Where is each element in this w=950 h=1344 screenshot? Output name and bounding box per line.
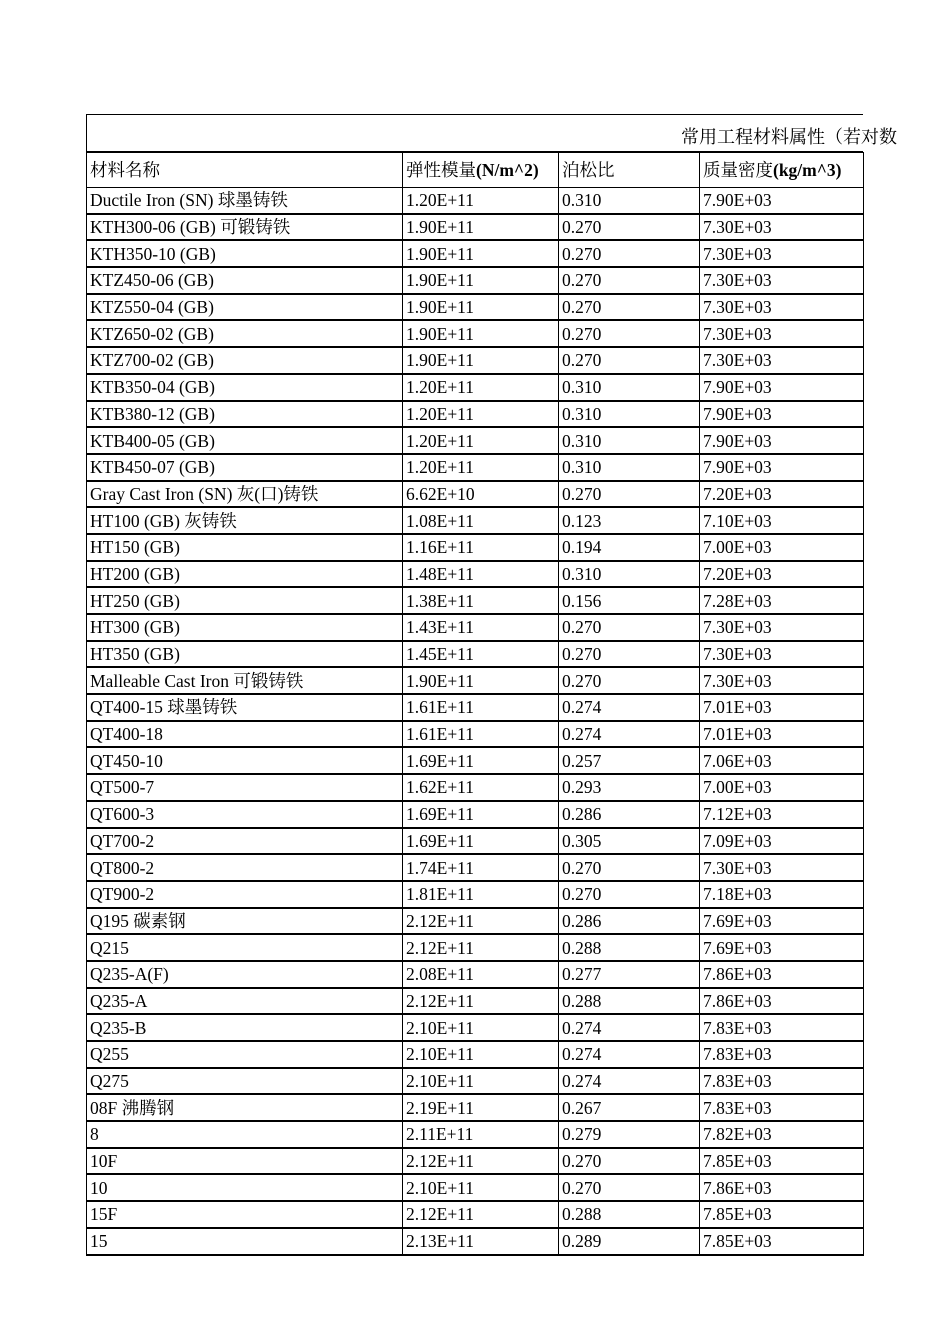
elastic-modulus-cell: 2.12E+11: [403, 988, 559, 1015]
poisson-ratio-cell: 0.289: [559, 1228, 700, 1255]
mass-density-cell: 7.30E+03: [700, 641, 864, 668]
poisson-ratio-cell: 0.156: [559, 587, 700, 614]
poisson-ratio-cell: 0.310: [559, 188, 700, 214]
material-name-cell: KTH300-06 (GB) 可锻铸铁: [87, 214, 403, 241]
mass-density-cell: 7.83E+03: [700, 1068, 864, 1095]
mass-density-cell: 7.90E+03: [700, 188, 864, 214]
mass-density-cell: 7.83E+03: [700, 1094, 864, 1121]
table-row: [87, 908, 864, 935]
table-row: [87, 1041, 864, 1068]
mass-density-cell: 7.86E+03: [700, 988, 864, 1015]
mass-density-cell: 7.90E+03: [700, 427, 864, 454]
elastic-modulus-cell: 2.13E+11: [403, 1228, 559, 1255]
header-row: [87, 153, 864, 188]
elastic-modulus-cell: 1.16E+11: [403, 534, 559, 561]
material-properties-sheet: [86, 114, 897, 1256]
material-name-cell: Ductile Iron (SN) 球墨铸铁: [87, 188, 403, 214]
elastic-modulus-cell: 1.38E+11: [403, 587, 559, 614]
poisson-ratio-cell: 0.310: [559, 427, 700, 454]
material-name-cell: KTZ450-06 (GB): [87, 267, 403, 294]
table-row: [87, 1014, 864, 1041]
table-row: [87, 454, 864, 481]
table-row: [87, 374, 864, 401]
elastic-modulus-cell: 1.48E+11: [403, 561, 559, 588]
poisson-ratio-cell: 0.270: [559, 240, 700, 267]
table-row: [87, 267, 864, 294]
table-row: [87, 881, 864, 908]
mass-density-cell: 7.20E+03: [700, 561, 864, 588]
material-name-cell: 10: [87, 1174, 403, 1201]
material-name-cell: QT600-3: [87, 801, 403, 828]
material-name-cell: KTB350-04 (GB): [87, 374, 403, 401]
poisson-ratio-cell: 0.270: [559, 1174, 700, 1201]
mass-density-cell: 7.69E+03: [700, 934, 864, 961]
poisson-ratio-cell: 0.270: [559, 614, 700, 641]
mass-density-cell: 7.85E+03: [700, 1228, 864, 1255]
elastic-modulus-cell: 1.69E+11: [403, 801, 559, 828]
poisson-ratio-cell: 0.274: [559, 721, 700, 748]
mass-density-cell: 7.85E+03: [700, 1201, 864, 1228]
table-row: [87, 988, 864, 1015]
material-name-cell: QT500-7: [87, 774, 403, 801]
table-row: [87, 481, 864, 508]
poisson-ratio-cell: 0.288: [559, 934, 700, 961]
elastic-modulus-cell: 2.12E+11: [403, 934, 559, 961]
header-elastic-modulus: 弹性模量(N/m^2): [403, 153, 559, 188]
table-row: [87, 747, 864, 774]
material-name-cell: Q215: [87, 934, 403, 961]
material-name-cell: HT200 (GB): [87, 561, 403, 588]
material-name-cell: Q235-A(F): [87, 961, 403, 988]
mass-density-cell: 7.82E+03: [700, 1121, 864, 1148]
mass-density-cell: 7.83E+03: [700, 1014, 864, 1041]
elastic-modulus-cell: 1.90E+11: [403, 240, 559, 267]
material-name-cell: QT450-10: [87, 747, 403, 774]
header-mass-density: 质量密度(kg/m^3): [700, 153, 864, 188]
elastic-modulus-cell: 1.20E+11: [403, 454, 559, 481]
elastic-modulus-cell: 1.90E+11: [403, 320, 559, 347]
material-name-cell: 10F: [87, 1148, 403, 1175]
poisson-ratio-cell: 0.293: [559, 774, 700, 801]
mass-density-cell: 7.86E+03: [700, 961, 864, 988]
table-row: [87, 320, 864, 347]
poisson-ratio-cell: 0.270: [559, 1148, 700, 1175]
mass-density-cell: 7.06E+03: [700, 747, 864, 774]
elastic-modulus-cell: 1.61E+11: [403, 694, 559, 721]
elastic-modulus-cell: 2.12E+11: [403, 1201, 559, 1228]
poisson-ratio-cell: 0.310: [559, 561, 700, 588]
material-name-cell: Q275: [87, 1068, 403, 1095]
table-row: [87, 854, 864, 881]
table-row: [87, 1174, 864, 1201]
table-row: [87, 1121, 864, 1148]
elastic-modulus-cell: 1.90E+11: [403, 214, 559, 241]
poisson-ratio-cell: 0.310: [559, 374, 700, 401]
table-row: [87, 1068, 864, 1095]
material-name-cell: KTZ700-02 (GB): [87, 347, 403, 374]
table-row: [87, 1201, 864, 1228]
mass-density-cell: 7.28E+03: [700, 587, 864, 614]
table-row: [87, 934, 864, 961]
material-name-cell: 15F: [87, 1201, 403, 1228]
material-name-cell: QT400-18: [87, 721, 403, 748]
elastic-modulus-cell: 1.90E+11: [403, 347, 559, 374]
material-name-cell: 08F 沸腾钢: [87, 1094, 403, 1121]
elastic-modulus-cell: 1.69E+11: [403, 828, 559, 855]
table-row: [87, 427, 864, 454]
material-name-cell: QT400-15 球墨铸铁: [87, 694, 403, 721]
material-name-cell: KTB400-05 (GB): [87, 427, 403, 454]
material-name-cell: KTZ550-04 (GB): [87, 294, 403, 321]
mass-density-cell: 7.30E+03: [700, 294, 864, 321]
material-name-cell: HT250 (GB): [87, 587, 403, 614]
elastic-modulus-cell: 1.45E+11: [403, 641, 559, 668]
elastic-modulus-cell: 1.74E+11: [403, 854, 559, 881]
table-row: [87, 721, 864, 748]
table-row: [87, 507, 864, 534]
table-row: [87, 667, 864, 694]
poisson-ratio-cell: 0.305: [559, 828, 700, 855]
table-row: [87, 240, 864, 267]
poisson-ratio-cell: 0.286: [559, 801, 700, 828]
material-name-cell: QT700-2: [87, 828, 403, 855]
mass-density-cell: 7.83E+03: [700, 1041, 864, 1068]
elastic-modulus-cell: 1.62E+11: [403, 774, 559, 801]
elastic-modulus-cell: 6.62E+10: [403, 481, 559, 508]
poisson-ratio-cell: 0.257: [559, 747, 700, 774]
mass-density-cell: 7.30E+03: [700, 240, 864, 267]
table-row: [87, 347, 864, 374]
mass-density-cell: 7.90E+03: [700, 401, 864, 428]
title-row: [86, 114, 897, 152]
mass-density-cell: 7.12E+03: [700, 801, 864, 828]
poisson-ratio-cell: 0.288: [559, 988, 700, 1015]
elastic-modulus-cell: 1.20E+11: [403, 188, 559, 214]
elastic-modulus-cell: 2.10E+11: [403, 1068, 559, 1095]
table-row: [87, 774, 864, 801]
elastic-modulus-cell: 2.10E+11: [403, 1174, 559, 1201]
table-row: [87, 641, 864, 668]
table-row: [87, 587, 864, 614]
poisson-ratio-cell: 0.288: [559, 1201, 700, 1228]
table-row: [87, 188, 864, 214]
material-name-cell: QT900-2: [87, 881, 403, 908]
material-name-cell: 8: [87, 1121, 403, 1148]
poisson-ratio-cell: 0.274: [559, 1041, 700, 1068]
mass-density-cell: 7.69E+03: [700, 908, 864, 935]
elastic-modulus-cell: 1.61E+11: [403, 721, 559, 748]
elastic-modulus-cell: 1.90E+11: [403, 267, 559, 294]
material-name-cell: Gray Cast Iron (SN) 灰(口)铸铁: [87, 481, 403, 508]
elastic-modulus-cell: 2.08E+11: [403, 961, 559, 988]
mass-density-cell: 7.30E+03: [700, 667, 864, 694]
table-row: [87, 961, 864, 988]
poisson-ratio-cell: 0.270: [559, 294, 700, 321]
poisson-ratio-cell: 0.270: [559, 854, 700, 881]
mass-density-cell: 7.20E+03: [700, 481, 864, 508]
mass-density-cell: 7.09E+03: [700, 828, 864, 855]
mass-density-cell: 7.90E+03: [700, 374, 864, 401]
elastic-modulus-cell: 2.12E+11: [403, 1148, 559, 1175]
poisson-ratio-cell: 0.274: [559, 1068, 700, 1095]
material-name-cell: HT350 (GB): [87, 641, 403, 668]
mass-density-cell: 7.30E+03: [700, 854, 864, 881]
poisson-ratio-cell: 0.310: [559, 401, 700, 428]
elastic-modulus-cell: 2.10E+11: [403, 1014, 559, 1041]
mass-density-cell: 7.01E+03: [700, 694, 864, 721]
material-name-cell: Q195 碳素钢: [87, 908, 403, 935]
elastic-modulus-cell: 2.12E+11: [403, 908, 559, 935]
poisson-ratio-cell: 0.277: [559, 961, 700, 988]
mass-density-cell: 7.18E+03: [700, 881, 864, 908]
elastic-modulus-cell: 2.11E+11: [403, 1121, 559, 1148]
elastic-modulus-cell: 1.20E+11: [403, 374, 559, 401]
header-poisson-ratio: 泊松比: [559, 153, 700, 188]
material-name-cell: KTB450-07 (GB): [87, 454, 403, 481]
material-name-cell: 15: [87, 1228, 403, 1255]
poisson-ratio-cell: 0.270: [559, 320, 700, 347]
materials-table: [86, 152, 864, 1256]
table-row: [87, 1094, 864, 1121]
table-row: [87, 694, 864, 721]
mass-density-cell: 7.30E+03: [700, 347, 864, 374]
mass-density-cell: 7.10E+03: [700, 507, 864, 534]
poisson-ratio-cell: 0.270: [559, 881, 700, 908]
poisson-ratio-cell: 0.286: [559, 908, 700, 935]
material-name-cell: Q235-B: [87, 1014, 403, 1041]
poisson-ratio-cell: 0.270: [559, 667, 700, 694]
mass-density-cell: 7.00E+03: [700, 774, 864, 801]
elastic-modulus-cell: 1.90E+11: [403, 667, 559, 694]
poisson-ratio-cell: 0.270: [559, 481, 700, 508]
material-name-cell: HT100 (GB) 灰铸铁: [87, 507, 403, 534]
poisson-ratio-cell: 0.279: [559, 1121, 700, 1148]
table-row: [87, 561, 864, 588]
poisson-ratio-cell: 0.123: [559, 507, 700, 534]
elastic-modulus-cell: 1.43E+11: [403, 614, 559, 641]
material-name-cell: KTH350-10 (GB): [87, 240, 403, 267]
elastic-modulus-cell: 1.90E+11: [403, 294, 559, 321]
mass-density-cell: 7.30E+03: [700, 267, 864, 294]
poisson-ratio-cell: 0.270: [559, 641, 700, 668]
material-name-cell: KTB380-12 (GB): [87, 401, 403, 428]
material-name-cell: HT300 (GB): [87, 614, 403, 641]
mass-density-cell: 7.30E+03: [700, 214, 864, 241]
table-row: [87, 614, 864, 641]
poisson-ratio-cell: 0.274: [559, 1014, 700, 1041]
mass-density-cell: 7.01E+03: [700, 721, 864, 748]
poisson-ratio-cell: 0.274: [559, 694, 700, 721]
poisson-ratio-cell: 0.267: [559, 1094, 700, 1121]
sheet-title: 常用工程材料属性（若对数: [681, 127, 897, 147]
mass-density-cell: 7.86E+03: [700, 1174, 864, 1201]
table-row: [87, 534, 864, 561]
table-body: [87, 188, 864, 1255]
mass-density-cell: 7.30E+03: [700, 320, 864, 347]
poisson-ratio-cell: 0.194: [559, 534, 700, 561]
mass-density-cell: 7.90E+03: [700, 454, 864, 481]
header-material-name: 材料名称: [87, 153, 403, 188]
table-row: [87, 828, 864, 855]
mass-density-cell: 7.00E+03: [700, 534, 864, 561]
material-name-cell: KTZ650-02 (GB): [87, 320, 403, 347]
elastic-modulus-cell: 1.20E+11: [403, 427, 559, 454]
table-row: [87, 294, 864, 321]
poisson-ratio-cell: 0.270: [559, 347, 700, 374]
material-name-cell: Q255: [87, 1041, 403, 1068]
elastic-modulus-cell: 1.81E+11: [403, 881, 559, 908]
poisson-ratio-cell: 0.270: [559, 214, 700, 241]
table-row: [87, 401, 864, 428]
table-row: [87, 1148, 864, 1175]
poisson-ratio-cell: 0.310: [559, 454, 700, 481]
material-name-cell: Malleable Cast Iron 可锻铸铁: [87, 667, 403, 694]
mass-density-cell: 7.30E+03: [700, 614, 864, 641]
elastic-modulus-cell: 1.08E+11: [403, 507, 559, 534]
table-row: [87, 1228, 864, 1255]
elastic-modulus-cell: 2.10E+11: [403, 1041, 559, 1068]
material-name-cell: Q235-A: [87, 988, 403, 1015]
material-name-cell: HT150 (GB): [87, 534, 403, 561]
elastic-modulus-cell: 1.20E+11: [403, 401, 559, 428]
elastic-modulus-cell: 1.69E+11: [403, 747, 559, 774]
poisson-ratio-cell: 0.270: [559, 267, 700, 294]
mass-density-cell: 7.85E+03: [700, 1148, 864, 1175]
material-name-cell: QT800-2: [87, 854, 403, 881]
table-row: [87, 801, 864, 828]
table-row: [87, 214, 864, 241]
elastic-modulus-cell: 2.19E+11: [403, 1094, 559, 1121]
